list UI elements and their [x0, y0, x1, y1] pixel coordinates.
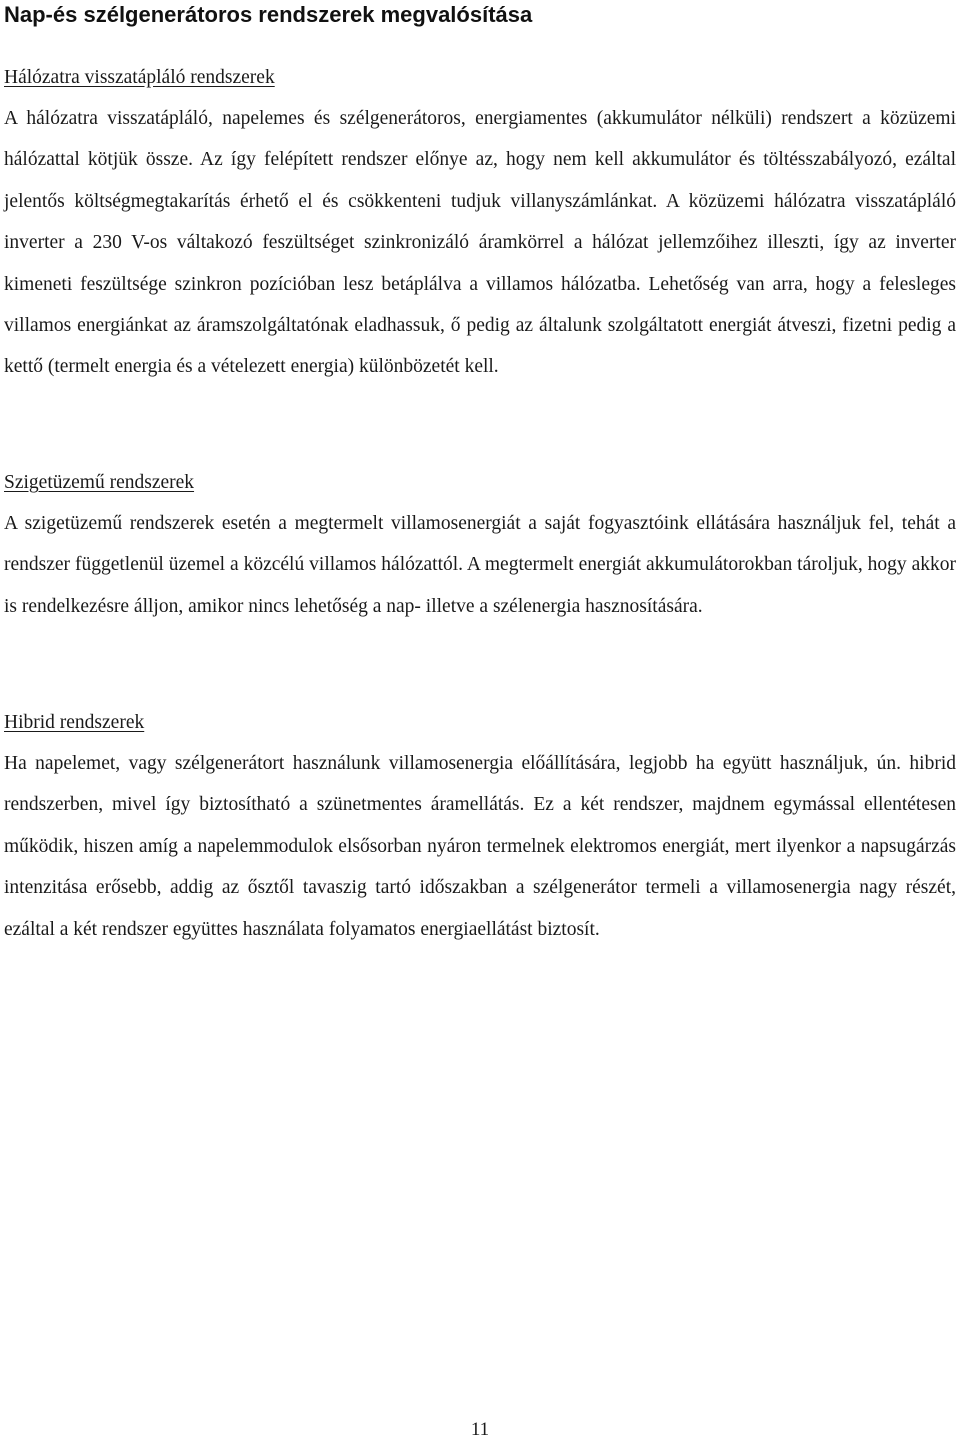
- section-hybrid: [4, 702, 956, 950]
- section-grid-tied: [4, 57, 956, 388]
- section-heading-island: Szigetüzemű rendszerek: [4, 472, 195, 493]
- section-body-hybrid: Ha napelemet, vagy szélgenerátort használunk villamosenergia előállítására, legjobb ha együtt használjuk, ún. hibrid rendszerben, mivel így biztosítható a szünetmentes áramellátás. Ez a két rendszer, majdnem egymással ellentétesen működik, hiszen amíg a napelemmodulok elsősorban nyáron termelnek elektromos energiát, mert ilyenkor a napsugárzás intenzitása erősebb, addig az ősztől tavaszig tartó időszakban a szélgenerátor termeli a villamosenergia nagy részét, ezáltal a két rendszer együttes használata folyamatos energiaellátást biztosít.: [4, 753, 956, 940]
- document-page: [4, 0, 956, 940]
- section-heading-grid-tied: Hálózatra visszatápláló rendszerek: [4, 67, 275, 88]
- section-island: [4, 462, 956, 627]
- section-body-island: A szigetüzemű rendszerek esetén a megtermelt villamosenergiát a saját fogyasztóink ellátására használjuk fel, tehát a rendszer függetlenül üzemel a közcélú villamos hálózattól. A megtermelt energiát akkumulátorokban tároljuk, hogy akkor is rendelkezésre álljon, amikor nincs lehetőség a nap- illetve a szélenergia hasznosítására.: [4, 513, 956, 617]
- page-number: 11: [470, 1419, 490, 1440]
- section-heading-hybrid: Hibrid rendszerek: [4, 712, 145, 733]
- document-title: Nap-és szélgenerátoros rendszerek megvalósítása: [4, 2, 533, 27]
- section-body-grid-tied: A hálózatra visszatápláló, napelemes és szélgenerátoros, energiamentes (akkumulátor nélküli) rendszert a közüzemi hálózattal kötjük össze. Az így felépített rendszer előnye az, hogy nem kell akkumulátor és töltésszabályozó, ezáltal jelentős költségmegtakarítás érhető el és csökkenteni tudjuk villanyszámlánkat. A közüzemi hálózatra visszatápláló inverter a 230 V-os váltakozó feszültséget szinkronizáló áramkörrel a hálózat jellemzőihez illeszti, így az inverter kimeneti feszültsége szinkron pozícióban lesz betáplálva a villamos hálózatba. Lehetőség van arra, hogy a felesleges villamos energiánkat az áramszolgáltatónak eladhassuk, ő pedig az általunk szolgáltatott energiát átveszi, fizetni pedig a kettő (termelt energia és a vételezett energia) különbözetét kell.: [4, 108, 956, 378]
